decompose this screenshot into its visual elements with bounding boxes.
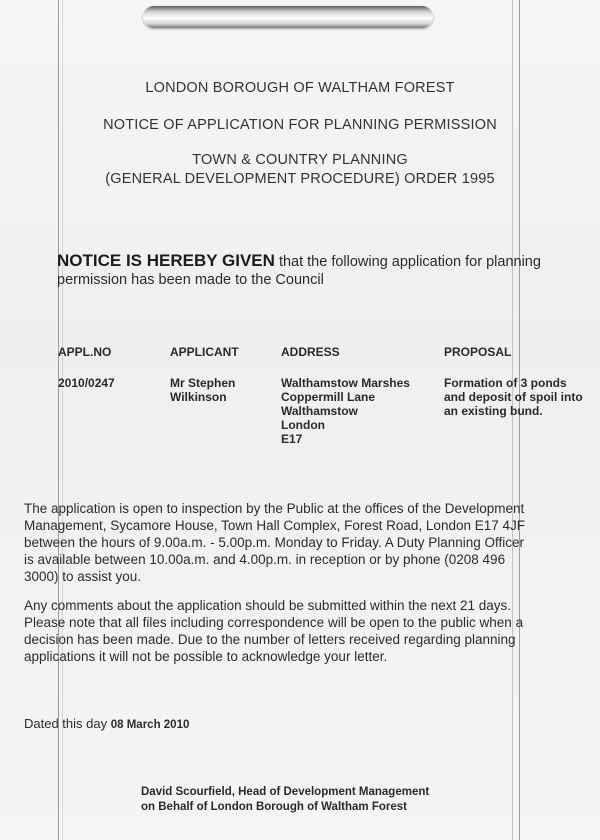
notice-statement [57,251,541,271]
address-line: Coppermill Lane [281,390,376,404]
address-line: E17 [281,432,303,446]
comments-paragraph [24,597,584,665]
applicant-value [170,376,235,404]
comments-line: Please note that all files including correspondence will be open to the public when a [24,615,524,630]
proposal-value [444,376,583,418]
act-title-line2: (GENERAL DEVELOPMENT PROCEDURE) ORDER 1995 [105,171,495,187]
inspection-line: between the hours of 9.00a.m. - 5.00p.m. Monday to Friday. A Duty Planning Officer [24,535,525,550]
dated-date: 08 March 2010 [110,719,190,731]
signature-block [141,785,429,815]
inspection-line: The application is open to inspection by the Public at the offices of the Development [24,501,525,516]
col-header-applicant: APPLICANT [170,345,239,359]
inspection-line: is available between 10.00a.m. and 4.00p.m. in reception or by phone (0208 496 [24,552,506,567]
dated-line [24,716,189,731]
applicant-line: Mr Stephen [170,376,236,390]
address-line: Walthamstow Marshes [281,376,410,390]
notice-statement-line2: permission has been made to the Council [57,272,324,288]
inspection-paragraph [24,500,584,585]
col-header-appl-no: APPL.NO [58,345,112,359]
notice-hereby-given: NOTICE IS HEREBY GIVEN [57,251,275,270]
signature-line2: on Behalf of London Borough of Waltham Forest [141,801,407,813]
appl-no-value: 2010/0247 [58,376,115,390]
address-line: Walthamstow [281,404,358,418]
act-title-line1: TOWN & COUNTRY PLANNING [192,152,408,168]
comments-line: Any comments about the application should be submitted within the next 21 days. [24,598,512,613]
applicant-line: Wilkinson [170,390,227,404]
signature-line1: David Scourfield, Head of Development Management [141,786,430,798]
notice-title: NOTICE OF APPLICATION FOR PLANNING PERMISSION [103,117,497,133]
address-line: London [281,418,325,432]
address-value [281,376,410,446]
proposal-line: Formation of 3 ponds [444,376,567,390]
comments-line: decision has been made. Due to the number of letters received regarding planning [24,632,516,647]
dated-prefix: Dated this day [24,716,108,731]
notice-statement-rest: that the following application for planning [278,254,541,270]
inspection-line: 3000) to assist you. [24,569,142,584]
comments-line: applications it will not be possible to acknowledge your letter. [24,649,388,664]
col-header-address: ADDRESS [281,345,340,359]
binding-tie [143,6,433,28]
col-header-proposal: PROPOSAL [444,345,512,359]
proposal-line: an existing bund. [444,404,543,418]
inspection-line: Management, Sycamore House, Town Hall Complex, Forest Road, London E17 4JF [24,518,526,533]
council-name: LONDON BOROUGH OF WALTHAM FOREST [145,80,455,96]
proposal-line: and deposit of spoil into [444,390,583,404]
